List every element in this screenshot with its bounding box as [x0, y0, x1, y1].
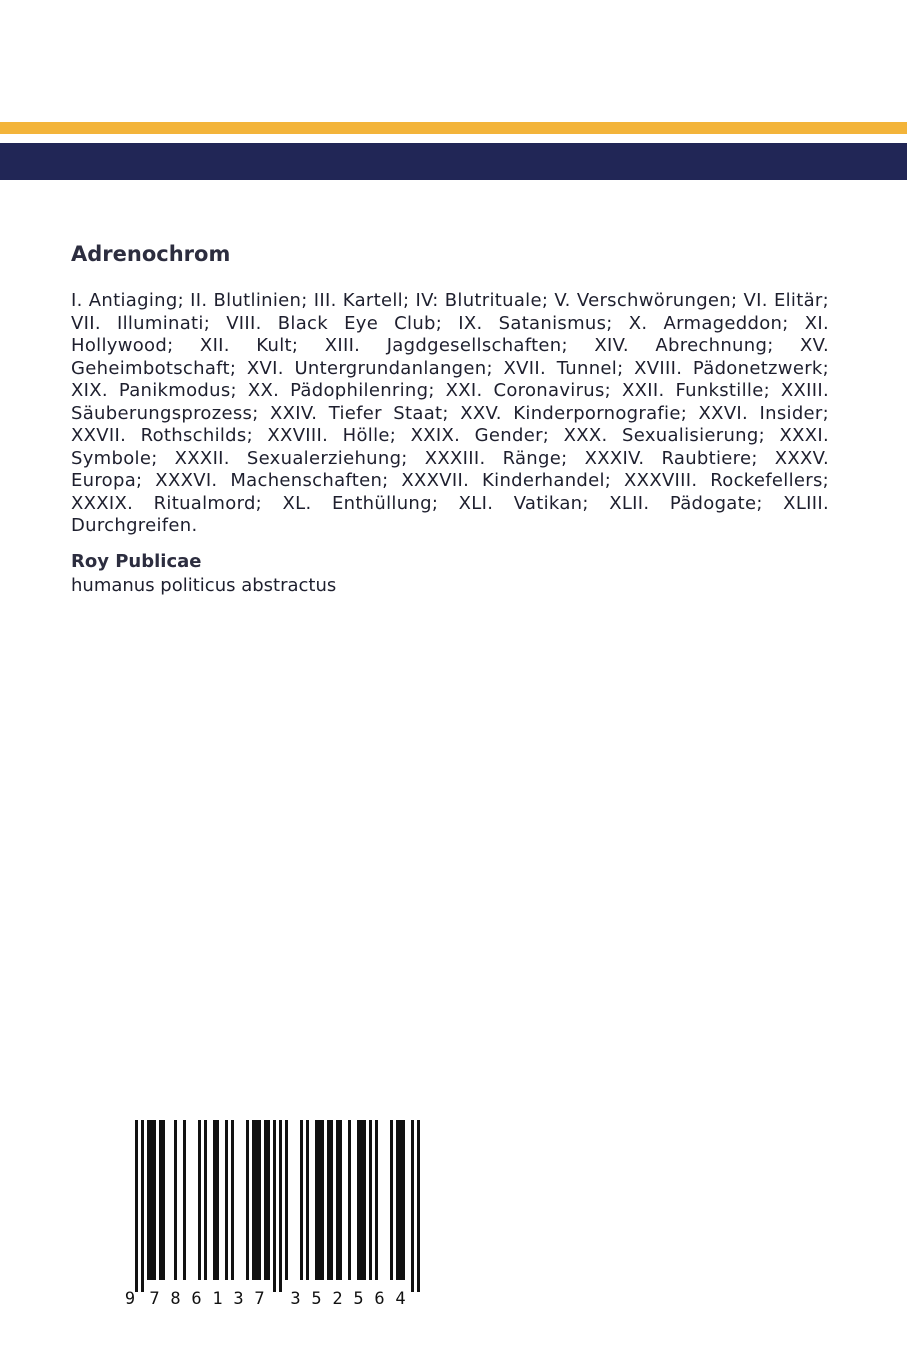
barcode-bar: [402, 1120, 405, 1280]
barcode-bar: [153, 1120, 156, 1280]
barcode-digit: 3: [290, 1289, 301, 1309]
back-cover-text: [71, 238, 829, 598]
barcode-bar: [267, 1120, 270, 1280]
barcode-bar: [399, 1120, 402, 1280]
barcode-bar: [216, 1120, 219, 1280]
gold-stripe: [0, 122, 907, 134]
barcode-bar: [273, 1120, 276, 1292]
barcode-bar: [318, 1120, 321, 1280]
barcode-digit: 9: [124, 1289, 136, 1309]
barcode-bar: [360, 1120, 363, 1280]
barcode-bar: [135, 1120, 138, 1292]
barcode-bar: [159, 1120, 162, 1280]
barcode-bar: [150, 1120, 153, 1280]
author-name: Roy Publicae: [71, 550, 202, 572]
book-title: Adrenochrom: [71, 242, 231, 266]
barcode-digit: 7: [149, 1289, 160, 1309]
barcode-bar: [183, 1120, 186, 1280]
barcode-digit: 7: [254, 1289, 265, 1309]
barcode-bar: [204, 1120, 207, 1280]
barcode-bar: [255, 1120, 258, 1280]
barcode-bar: [396, 1120, 399, 1280]
barcode-bar: [198, 1120, 201, 1280]
barcode-bar: [231, 1120, 234, 1280]
barcode-bar: [141, 1120, 144, 1292]
barcode-bar: [306, 1120, 309, 1280]
barcode-digit: 6: [374, 1289, 385, 1309]
barcode-bar: [369, 1120, 372, 1280]
isbn-barcode: [126, 1120, 438, 1320]
barcode-digit: 6: [191, 1289, 202, 1309]
barcode-digit: 4: [395, 1289, 406, 1309]
barcode-graphic: [126, 1120, 438, 1320]
barcode-digit: 5: [311, 1289, 322, 1309]
barcode-bar: [147, 1120, 150, 1280]
barcode-digit: 1: [212, 1289, 223, 1309]
barcode-bar: [327, 1120, 330, 1280]
author-subtitle: humanus politicus abstractus: [71, 574, 337, 596]
barcode-bar: [330, 1120, 333, 1280]
barcode-bar: [246, 1120, 249, 1280]
barcode-bar: [336, 1120, 339, 1280]
barcode-bar: [279, 1120, 282, 1292]
barcode-digit: 8: [170, 1289, 181, 1309]
barcode-bar: [375, 1120, 378, 1280]
barcode-bar: [348, 1120, 351, 1280]
barcode-bar: [285, 1120, 288, 1280]
book-description: I. Antiaging; II. Blutlinien; III. Kartell; IV: Blutrituale; V. Verschwörungen; VI. Elitär; VII. Illuminati; VIII. Black Eye Club; IX. Satanismus; X. Armageddon; XI. Hollywood; XII. Kult; XIII. Jagdgesellschaften; XIV. Abrechnung; XV. Geheimbotschaft; XVI. Untergrundanlangen; XVII. Tunnel; XVIII. Pädonetzwerk; XIX. Panikmodus; XX. Pädophilenring; XXI. Coronavirus; XXII. Funkstille; XXIII. Säuberungsprozess; XXIV. Tiefer Staat; XXV. Kinderpornografie; XXVI. Insider; XXVII. Rothschilds; XXVIII. Hölle; XXIX. Gender; XXX. Sexualisierung; XXXI. Symbole; XXXII. Sexualerziehung; XXXIII. Ränge; XXXIV. Raubtiere; XXXV. Europa; XXXVI. Machenschaften; XXXVII. Kinderhandel; XXXVIII. Rockefellers; XXXIX. Ritualmord; XL. Enthüllung; XLI. Vatikan; XLII. Pädogate; XLIII. Durchgreifen.: [71, 290, 829, 536]
barcode-bar: [162, 1120, 165, 1280]
barcode-bar: [357, 1120, 360, 1280]
barcode-bar: [300, 1120, 303, 1280]
barcode-bar: [258, 1120, 261, 1280]
barcode-digit: 3: [233, 1289, 244, 1309]
barcode-bar: [417, 1120, 420, 1292]
barcode-bar: [411, 1120, 414, 1292]
barcode-bar: [390, 1120, 393, 1280]
barcode-bar: [264, 1120, 267, 1280]
barcode-bar: [174, 1120, 177, 1280]
barcode-bar: [213, 1120, 216, 1280]
barcode-bar: [339, 1120, 342, 1280]
barcode-digit: 2: [332, 1289, 343, 1309]
barcode-bar: [321, 1120, 324, 1280]
barcode-bar: [363, 1120, 366, 1280]
barcode-bar: [252, 1120, 255, 1280]
barcode-bar: [225, 1120, 228, 1280]
barcode-digit: 5: [353, 1289, 364, 1309]
navy-stripe: [0, 143, 907, 180]
barcode-bar: [315, 1120, 318, 1280]
